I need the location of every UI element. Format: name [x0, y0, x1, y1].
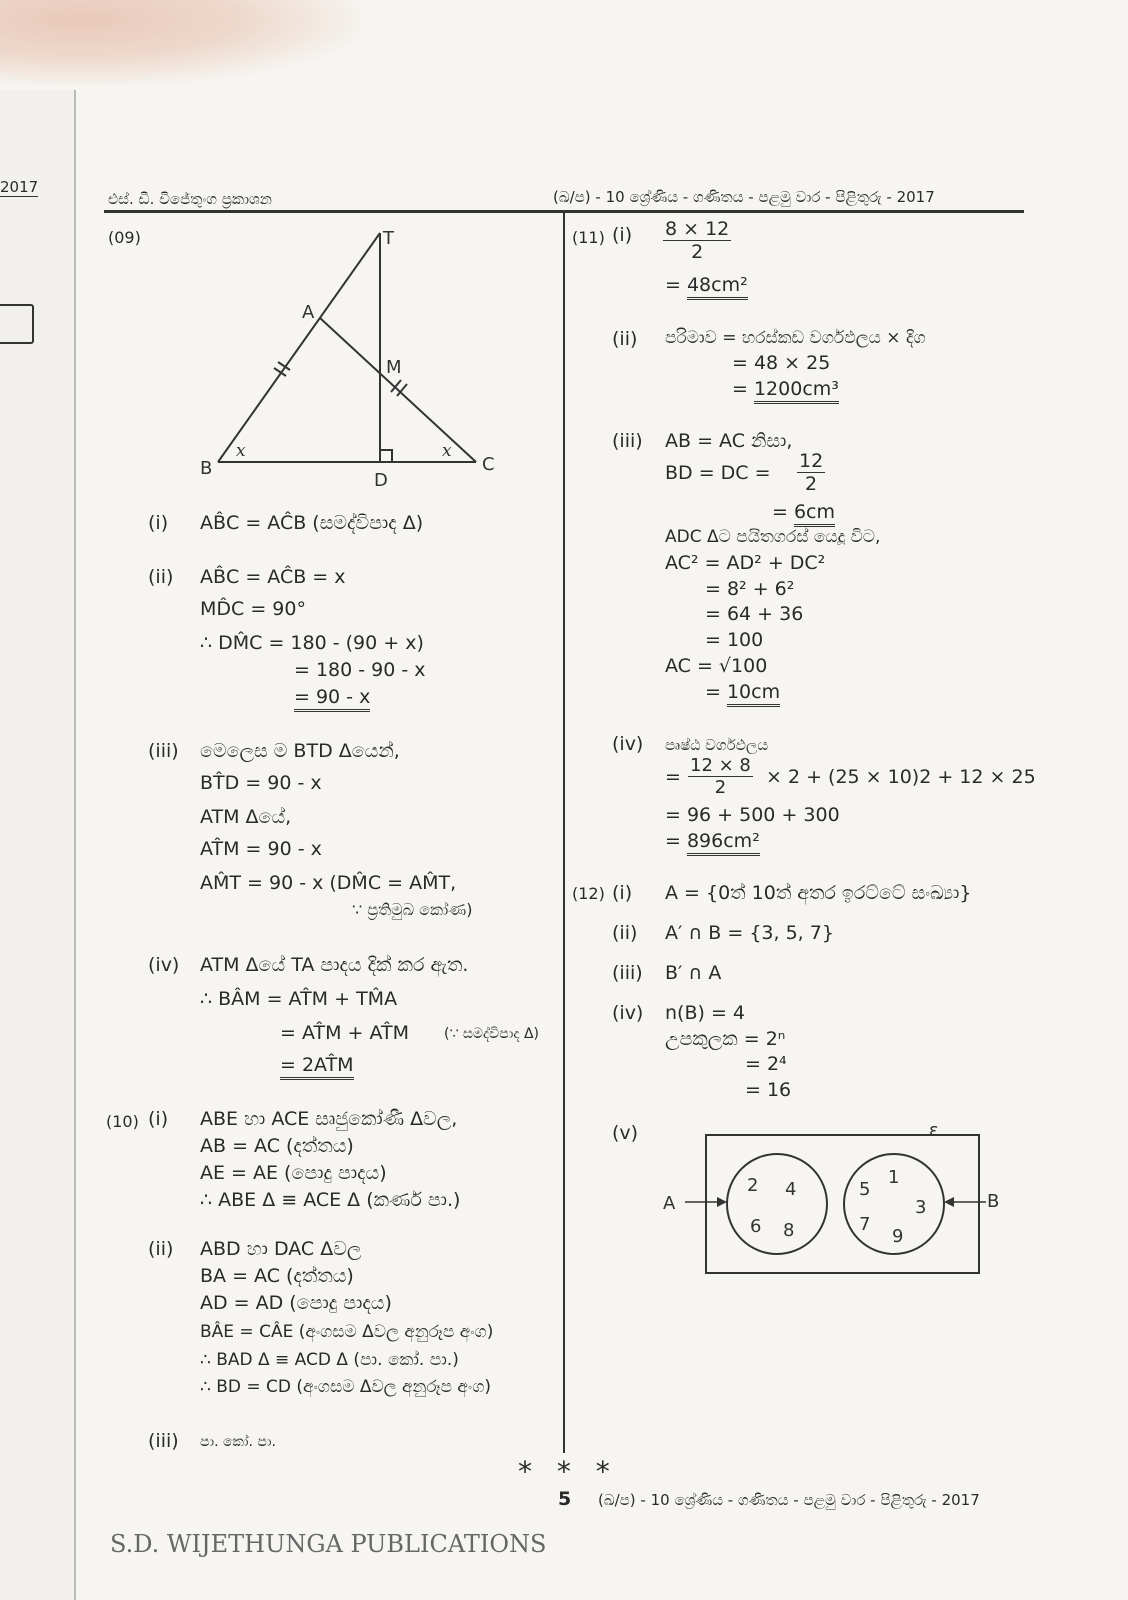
q9-iii-line: මෙලෙස ම BTD Δයෙන්,	[200, 740, 400, 762]
label-D: D	[374, 470, 388, 490]
label-A: A	[302, 302, 315, 323]
label-B: B	[200, 458, 213, 479]
label-T: T	[383, 228, 394, 249]
q12-i-label: (i)	[612, 882, 633, 904]
q12-iii-label: (iii)	[612, 962, 643, 984]
q9-iv-label: (iv)	[148, 954, 180, 976]
q9-iii-line: ATM Δයේ,	[200, 806, 292, 828]
q9-iv-answer: = 2AT̂M	[280, 1054, 354, 1080]
q11-ii-answer: 1200cm³	[754, 378, 839, 404]
denominator: 2	[691, 241, 704, 263]
q11-i-answer: 48cm²	[687, 274, 748, 300]
triangle-diagram	[190, 220, 510, 490]
element: 1	[888, 1167, 900, 1188]
element: 2	[747, 1175, 759, 1196]
q10-iii-line: පා. කෝ. පා.	[200, 1434, 276, 1450]
element: 8	[783, 1220, 795, 1241]
q10-i-line: ABE හා ACE සෘජුකෝණී Δවල,	[200, 1108, 458, 1130]
q9-number: (09)	[108, 228, 141, 247]
q11-iv-answer: 896cm²	[687, 830, 760, 856]
q10-ii-line: BA = AC (දත්තය)	[200, 1265, 354, 1287]
angle-x-B: x	[236, 441, 246, 461]
q9-iv-line: = AT̂M + AT̂M	[280, 1022, 410, 1044]
watermark: S.D. WIJETHUNGA PUBLICATIONS	[110, 1530, 547, 1558]
q11-iii-answer: 10cm	[727, 681, 780, 707]
q11-iii-line: BD = DC =	[665, 462, 771, 484]
numerator: 8 × 12	[665, 218, 730, 240]
q9-iv-reason: (∵ සමද්විපාද Δ)	[444, 1026, 540, 1042]
element: 5	[859, 1179, 871, 1200]
element: 9	[892, 1226, 904, 1247]
q9-iv-line: ATM Δයේ TA පාදය දික් කර ඇත.	[200, 954, 469, 976]
end-stars: * * *	[518, 1455, 618, 1488]
q9-iii-line: BT̂D = 90 - x	[200, 772, 322, 794]
q10-number: (10)	[106, 1112, 139, 1131]
q11-iii-label: (iii)	[612, 430, 643, 452]
numerator: 12	[799, 450, 824, 472]
q12-iv-line: උපකුලක = 2ⁿ	[665, 1028, 786, 1050]
q11-iii-line: = 8² + 6²	[705, 578, 795, 600]
q11-iii-line: = 64 + 36	[705, 603, 804, 625]
scanned-page: 2017 එස්. ඩී. විජේතුංග ප්‍රකාශන (ඛ/ප) - 10 ශ්‍රේණිය - ගණිතය - පළමු වාර - පිළිතුරු - 2017 S.D. WIJETHUNGA PUBLICATIONS (09) T A M B C D x x (i) AB̂C = AĈB (සමද්විපාද Δ) (ii) AB̂C = AĈB = x MD̂C = 90° ∴ DM̂C = 180 - (90 + x) = 180 - 90 - x = 90 - x (iii) මෙලෙස ම BTD Δයෙන්, BT̂D = 90 - x ATM Δයේ, AT̂M = 90 - x AM̂T = 90 - x (DM̂C = AM̂T, ∵ ප්‍රතිමුඛ කෝණ) (iv) ATM Δයේ TA පාදය දික් කර ඇත. ∴ BÂM = AT̂M + TM̂A = AT̂M + AT̂M (∵ සමද්විපාද Δ) = 2AT̂M (10) (i) ABE හා ACE සෘජුකෝණී Δවල, AB = AC (දත්තය) AE = AE (පොදු පාදය) ∴ ABE Δ ≡ ACE Δ (කර්ණ පා.) (ii) ABD හා DAC Δවල BA = AC (දත්තය) AD = AD (පොදු පාදය) BÂE = CÂE (අංගසම Δවල අනුරූප අංග) ∴ BAD Δ ≡ ACD Δ (පා. කෝ. පා.) ∴ BD = CD (අංගසම Δවල අනුරූප අංග) (iii) පා. කෝ. පා. (11) (i) $\frac{8 \times 12}{2}$ = 48cm² (ii) පරිමාව = හරස්කඩ වර්ගඵලය × දිග = 48 × 25 = 1200cm³ (iii) AB = AC නිසා, BD = DC = $\frac{12}{2}$ = 6cm ADC Δට පයිතගරස් යෙදූ විට, AC² = AD² + DC² = 8² + 6² = 64 + 36 = 100 AC = √100 = 10cm (iv) පෘෂ්ඨ වර්ගඵලය = $\frac{12 \times 8}{2}$ × 2 + (25 × 10)2 + 12 × 25 = 96 + 500 + 300 = 896cm² (12) (i) A = {0ත් 10ත් අතර ඉරට්ටේ සංඛ්‍යා} (ii) A′ ∩ B = {3, 5, 7} (iii) B′ ∩ A (iv) n(B) = 4 උපකුලක = 2ⁿ = 2⁴ = 16 (v) ε A B 2 4 6 8 5 1 3 7 9 * * * 5 (ඛ/ප) - 10 ශ්‍රේණිය - ගණිතය - පළමු වාර - පිළිතුරු - 2017	[0, 0, 1128, 1600]
element: 7	[859, 1214, 871, 1235]
angle-x-C: x	[442, 441, 452, 461]
numerator: 12 × 8	[690, 755, 751, 776]
q12-ii-line: A′ ∩ B = {3, 5, 7}	[665, 922, 834, 944]
q12-iv-label: (iv)	[612, 1002, 644, 1024]
q9-ii-line: = 180 - 90 - x	[294, 659, 426, 681]
q9-ii-label: (ii)	[148, 566, 174, 588]
set-a-label: A	[663, 1193, 676, 1214]
q9-ii-line: MD̂C = 90°	[200, 598, 306, 620]
q12-iv-line: n(B) = 4	[665, 1002, 745, 1024]
q9-ii-line: AB̂C = AĈB = x	[200, 566, 346, 588]
universal-set-label: ε	[929, 1120, 939, 1141]
venn-diagram	[655, 1120, 1015, 1285]
q12-ii-label: (ii)	[612, 922, 638, 944]
q10-i-line: AB = AC (දත්තය)	[200, 1135, 354, 1157]
q9-i-label: (i)	[148, 512, 169, 534]
denominator: 2	[714, 777, 727, 798]
page-header-title: (ඛ/ප) - 10 ශ්‍රේණිය - ගණිතය - පළමු වාර - පිළිතුරු - 2017	[553, 188, 935, 206]
previous-page-edge	[0, 90, 76, 1600]
set-b-label: B	[987, 1191, 1000, 1212]
q12-number: (12)	[572, 884, 605, 903]
q12-iv-line: = 16	[745, 1079, 792, 1101]
q11-iii-bd: 6cm	[794, 501, 835, 527]
q9-iv-line: ∴ BÂM = AT̂M + TM̂A	[200, 988, 398, 1010]
q12-v-label: (v)	[612, 1122, 639, 1144]
page-number: 5	[558, 1488, 572, 1510]
q12-i-line: A = {0ත් 10ත් අතර ඉරට්ටේ සංඛ්‍යා}	[665, 882, 972, 904]
q12-iv-line: = 2⁴	[745, 1053, 787, 1075]
q10-ii-line: AD = AD (පොදු පාදය)	[200, 1292, 392, 1314]
element: 6	[750, 1216, 762, 1237]
q10-ii-line: ABD හා DAC Δවල	[200, 1238, 362, 1260]
q10-i-line: ∴ ABE Δ ≡ ACE Δ (කර්ණ පා.)	[200, 1189, 461, 1211]
q11-iii-line: AC² = AD² + DC²	[665, 552, 826, 574]
q9-iii-line: AT̂M = 90 - x	[200, 838, 322, 860]
column-divider	[563, 213, 565, 1453]
q10-i-line: AE = AE (පොදු පාදය)	[200, 1162, 387, 1184]
publisher: එස්. ඩී. විජේතුංග ප්‍රකාශන	[108, 190, 272, 208]
q9-iii-line: ∵ ප්‍රතිමුඛ කෝණ)	[352, 900, 473, 919]
q10-ii-line: ∴ BAD Δ ≡ ACD Δ (පා. කෝ. පා.)	[200, 1350, 459, 1370]
q11-iii-line: AB = AC නිසා,	[665, 430, 793, 452]
q10-ii-label: (ii)	[148, 1238, 174, 1260]
element: 4	[785, 1179, 797, 1200]
q11-iii-fraction	[797, 450, 825, 495]
q11-iii-line: AC = √100	[665, 655, 768, 677]
q9-ii-answer: = 90 - x	[294, 686, 370, 712]
q11-iii-line: ADC Δට පයිතගරස් යෙදූ විට,	[665, 527, 881, 547]
q9-i-line: AB̂C = AĈB (සමද්විපාද Δ)	[200, 512, 424, 534]
q9-iii-label: (iii)	[148, 740, 179, 762]
label-M: M	[386, 357, 402, 378]
q11-iii-line: = 100	[705, 629, 764, 651]
q11-iv-line: × 2 + (25 × 10)2 + 12 × 25	[766, 766, 1036, 788]
footer-title: (ඛ/ප) - 10 ශ්‍රේණිය - ගණිතය - පළමු වාර - පිළිතුරු - 2017	[598, 1491, 980, 1509]
q11-iv-line: = 96 + 500 + 300	[665, 804, 840, 826]
q9-iii-line: AM̂T = 90 - x (DM̂C = AM̂T,	[200, 872, 457, 894]
q11-iv-fraction	[688, 755, 753, 798]
q10-ii-line: BÂE = CÂE (අංගසම Δවල අනුරූප අංග)	[200, 1322, 494, 1342]
q11-ii-line: = 48 × 25	[732, 352, 831, 374]
denominator: 2	[805, 473, 818, 495]
q11-i-fraction	[663, 218, 731, 263]
q11-iv-line: පෘෂ්ඨ වර්ගඵලය	[665, 736, 769, 754]
q11-iv-label: (iv)	[612, 733, 644, 755]
q11-ii-line: පරිමාව = හරස්කඩ වර්ගඵලය × දිග	[665, 328, 926, 348]
label-C: C	[482, 454, 495, 475]
q11-i-label: (i)	[612, 224, 633, 246]
q10-iii-label: (iii)	[148, 1430, 179, 1452]
q12-iii-line: B′ ∩ A	[665, 962, 722, 984]
scan-smudge	[0, 0, 360, 85]
margin-fragment: 2017	[0, 178, 39, 196]
q10-i-label: (i)	[148, 1108, 169, 1130]
q10-ii-line: ∴ BD = CD (අංගසම Δවල අනුරූප අංග)	[200, 1377, 492, 1397]
margin-box	[0, 304, 34, 344]
q11-ii-label: (ii)	[612, 328, 638, 350]
element: 3	[915, 1197, 927, 1218]
q9-ii-line: ∴ DM̂C = 180 - (90 + x)	[200, 632, 424, 654]
q11-number: (11)	[572, 228, 605, 247]
